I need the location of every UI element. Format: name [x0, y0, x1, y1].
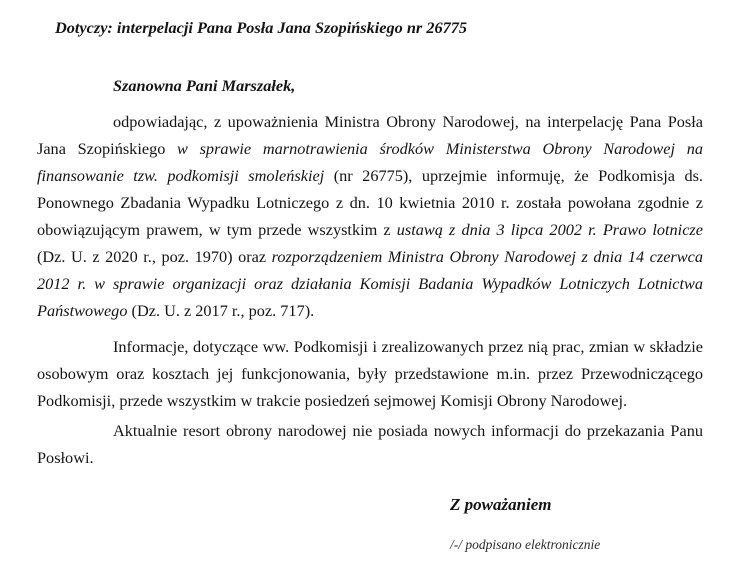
subject-line: Dotyczy: interpelacji Pana Posła Jana Szopińskiego nr 26775: [55, 18, 468, 37]
paragraph-text-italic: ustawą z dnia 3 lipca 2002 r. Prawo lotnicze: [396, 220, 703, 239]
electronic-signature-note: /-/ podpisano elektronicznie: [450, 537, 601, 552]
paragraph-text: Aktualnie resort obrony narodowej nie posiada nowych informacji do przekazania Panu Posłowi.: [37, 421, 703, 467]
closing-salutation: Z poważaniem: [450, 495, 552, 514]
greeting: Szanowna Pani Marszałek,: [113, 76, 296, 95]
paragraph-text-italic: rozporządzeniem Ministra Obrony Narodowej z dnia 14 czerwca 2012 r. w sprawie organizacji oraz działania Komisji Badania Wypadków Lotniczych Lotnictwa Państwowego: [37, 247, 703, 320]
body-paragraph-2: [37, 333, 703, 414]
paragraph-text: (nr 26775), uprzejmie informuję, że Podkomisja ds. Ponownego Zbadania Wypadku Lotniczego z dn. 10 kwietnia 2010 r. została powołana zgodnie z obowiązującym prawem, w tym przede wszystkim z: [37, 166, 703, 239]
paragraph-text: (Dz. U. z 2017 r., poz. 717).: [127, 301, 315, 320]
paragraph-text-italic: w sprawie marnotrawienia środków Ministerstwa Obrony Narodowej na finansowanie tzw. podkomisji smoleńskiej: [37, 139, 703, 185]
paragraph-text: (Dz. U. z 2020 r., poz. 1970) oraz: [37, 247, 272, 266]
paragraph-text: odpowiadając, z upoważnienia Ministra Obrony Narodowej, na interpelację Pana Posła Jana Szopińskiego: [37, 112, 703, 158]
paragraph-text: Informacje, dotyczące ww. Podkomisji i zrealizowanych przez nią prac, zmian w składzie osobowym oraz kosztach jej funkcjonowania, były przedstawione m.in. przez Przewodniczącego Podkomisji, przede wszystkim w trakcie posiedzeń sejmowej Komisji Obrony Narodowej.: [37, 337, 703, 410]
body-paragraph-3: [37, 417, 703, 471]
body-paragraph-1: [37, 108, 703, 324]
